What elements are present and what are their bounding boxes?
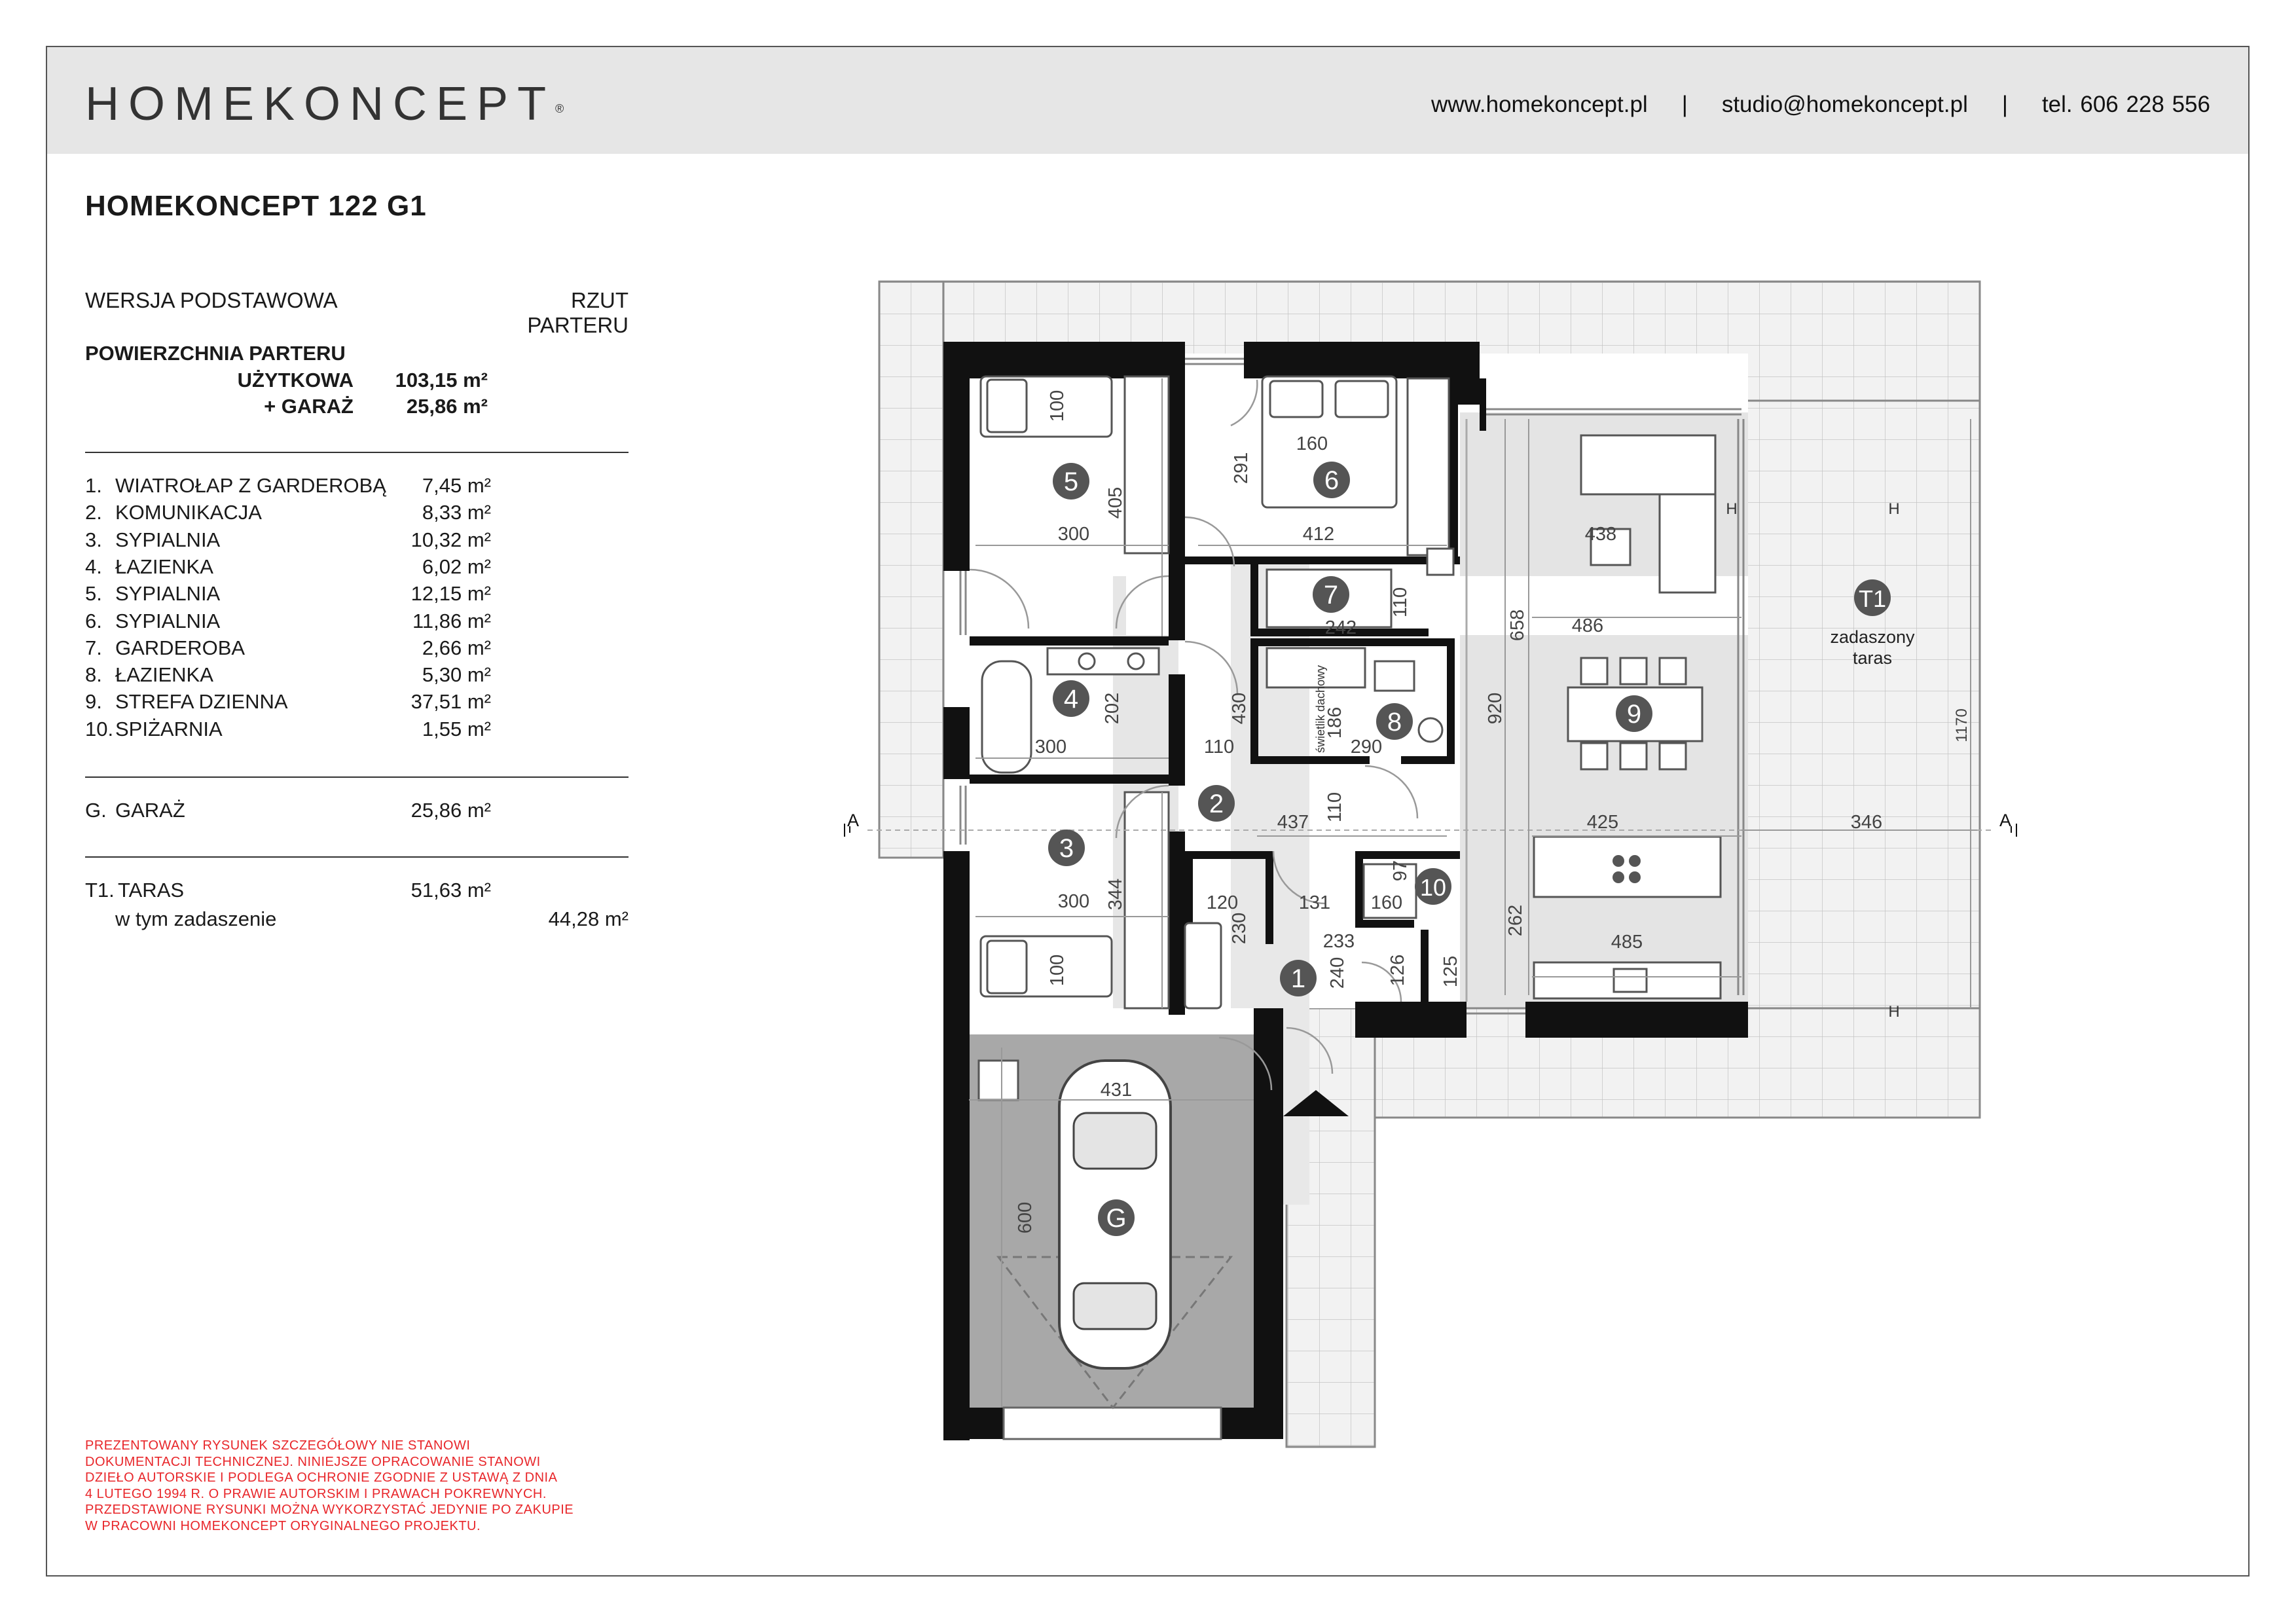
- dim: 100: [1047, 954, 1068, 987]
- room-area: 10,32 m²: [410, 528, 491, 551]
- phone-link[interactable]: tel. 606 228 556: [2041, 92, 2210, 117]
- dim: 230: [1229, 912, 1250, 945]
- garage-row: G. GARAŻ 25,86 m²: [85, 799, 491, 822]
- kitchen-island: [1534, 837, 1721, 897]
- dim: 437: [1277, 812, 1309, 833]
- dim: 425: [1586, 812, 1619, 833]
- dim: 233: [1322, 931, 1355, 952]
- svg-text:H: H: [1726, 500, 1738, 518]
- room-area: 12,15 m²: [410, 582, 491, 606]
- dim: 110: [1203, 737, 1235, 757]
- dim: 658: [1507, 609, 1528, 642]
- terrace-covered-row: w tym zadaszenie 44,28 m²: [115, 907, 629, 930]
- dim: 290: [1350, 737, 1383, 757]
- dim: 412: [1302, 524, 1335, 545]
- disclaimer-line: W PRACOWNI HOMEKONCEPT ORYGINALNEGO PROJEKTU.: [85, 1518, 481, 1533]
- room-area: 11,86 m²: [412, 609, 491, 632]
- dim: 100: [1047, 390, 1068, 422]
- room-marker-label: 9: [1626, 700, 1642, 729]
- room-name: GARDEROBA: [115, 636, 246, 659]
- room-area: 6,02 m²: [422, 555, 491, 578]
- plan-type-label: RZUT PARTERU: [527, 288, 629, 337]
- room-area: 7,45 m²: [422, 474, 491, 497]
- utility-sink: [979, 1061, 1018, 1100]
- svg-text:zadaszony: zadaszony: [1830, 627, 1915, 647]
- room-number: 6.: [85, 609, 102, 632]
- dim: 300: [1034, 737, 1067, 757]
- disclaimer-line: PRZEDSTAWIONE RYSUNKI MOŻNA WYKORZYSTAĆ JEDYNIE PO ZAKUPIE: [85, 1503, 574, 1517]
- dim: 405: [1105, 486, 1126, 519]
- disclaimer-line: PREZENTOWANY RYSUNEK SZCZEGÓŁOWY NIE STANOWI: [85, 1438, 471, 1453]
- room-marker-label: G: [1106, 1204, 1127, 1233]
- room-number: 10.: [85, 717, 114, 740]
- room-name: KOMUNIKACJA: [115, 501, 262, 524]
- version-label: WERSJA PODSTAWOWA: [85, 288, 338, 312]
- room-marker-label: 3: [1059, 834, 1074, 863]
- room-name: SYPIALNIA: [115, 609, 221, 632]
- dim: 300: [1057, 891, 1090, 912]
- room-area: 5,30 m²: [422, 663, 491, 687]
- usable-area-value: 103,15 m²: [395, 369, 488, 392]
- room-marker-label: 7: [1323, 581, 1339, 610]
- dim: 430: [1229, 692, 1250, 725]
- dim: 110: [1390, 587, 1411, 618]
- room-marker-label: 1: [1290, 964, 1306, 993]
- room-number: 5.: [85, 582, 102, 606]
- terrace-row: T1. TARAS 51,63 m²: [85, 879, 491, 902]
- dim: 125: [1440, 955, 1461, 988]
- dim: 485: [1611, 932, 1643, 953]
- room-marker-label: 6: [1324, 466, 1339, 495]
- room-name: SPIŻARNIA: [115, 717, 223, 740]
- garage-area-label: + GARAŻ: [264, 395, 354, 418]
- room-marker-label: 4: [1063, 685, 1079, 714]
- room-number: 2.: [85, 501, 102, 524]
- brand-logo[interactable]: HOMEKONCEPT®: [85, 78, 564, 130]
- boiler: [1427, 549, 1453, 575]
- room-number: 1.: [85, 474, 102, 497]
- disclaimer-line: 4 LUTEGO 1994 R. O PRAWIE AUTORSKIM I PRAWACH POKREWNYCH.: [85, 1486, 547, 1501]
- skylight-label: świetlik dachowy: [1314, 665, 1327, 753]
- room-name: ŁAZIENKA: [115, 663, 213, 687]
- sink-bath8: [1375, 661, 1414, 691]
- dim: 262: [1505, 904, 1526, 937]
- dim: 186: [1324, 706, 1345, 739]
- dim: 131: [1298, 892, 1331, 913]
- room-name: WIATROŁAP Z GARDEROBĄ: [115, 474, 386, 497]
- sofa-side: [1660, 494, 1715, 593]
- shower: [1185, 923, 1221, 1008]
- svg-text:A: A: [847, 811, 860, 830]
- email-link[interactable]: studio@homekoncept.pl: [1721, 92, 1968, 117]
- dim: 240: [1327, 957, 1348, 989]
- garage-area-value: 25,86 m²: [406, 395, 488, 418]
- sofa: [1581, 435, 1715, 494]
- room-marker-label: 2: [1209, 790, 1224, 818]
- dim: 1170: [1953, 708, 1971, 742]
- dim: 291: [1231, 452, 1252, 484]
- room-area: 2,66 m²: [422, 636, 491, 659]
- kitchen-sink: [1614, 969, 1647, 992]
- disclaimer-line: DOKUMENTACJI TECHNICZNEJ. NINIEJSZE OPRACOWANIE STANOWI: [85, 1454, 541, 1469]
- svg-text:H: H: [1888, 500, 1900, 518]
- dim: 202: [1102, 692, 1123, 725]
- room-area: 1,55 m²: [422, 717, 491, 740]
- room-area: 8,33 m²: [422, 501, 491, 524]
- garage-door: [1004, 1408, 1221, 1439]
- dim: 344: [1105, 878, 1126, 911]
- dim: 600: [1015, 1201, 1036, 1234]
- room-name: SYPIALNIA: [115, 582, 221, 606]
- svg-text:A: A: [1999, 811, 2012, 830]
- dim: 431: [1100, 1080, 1133, 1101]
- separator: |: [2001, 92, 2008, 117]
- room-marker-label: 8: [1387, 708, 1402, 737]
- room-name: STREFA DZIENNA: [115, 690, 288, 714]
- usable-area-label: UŻYTKOWA: [237, 369, 354, 392]
- room-area: 37,51 m²: [410, 690, 491, 714]
- room-number: 3.: [85, 528, 102, 551]
- project-title: HOMEKONCEPT 122 G1: [85, 190, 427, 222]
- room-number: 9.: [85, 690, 102, 714]
- dim: 110: [1324, 792, 1345, 823]
- room-number: 8.: [85, 663, 102, 687]
- area-heading: POWIERZCHNIA PARTERU: [85, 342, 346, 365]
- dim: 126: [1387, 954, 1408, 987]
- room-marker-label: 10: [1419, 874, 1447, 901]
- room-marker-label: T1: [1858, 585, 1887, 612]
- wardrobe-room6: [1408, 378, 1449, 555]
- svg-text:H: H: [1888, 1003, 1900, 1021]
- dim: 120: [1206, 892, 1239, 913]
- website-link[interactable]: www.homekoncept.pl: [1430, 92, 1648, 117]
- dim: 486: [1571, 615, 1604, 636]
- dim: 346: [1850, 812, 1883, 833]
- svg-text:taras: taras: [1852, 648, 1893, 668]
- dim: 438: [1584, 524, 1617, 545]
- disclaimer-line: DZIEŁO AUTORSKIE I PODLEGA OCHRONIE ZGODNIE Z USTAWĄ Z DNIA: [85, 1470, 558, 1485]
- room-number: 4.: [85, 555, 102, 578]
- room-name: ŁAZIENKA: [115, 555, 213, 578]
- dim: 160: [1296, 433, 1328, 454]
- dim: 160: [1370, 892, 1403, 913]
- dim: 97: [1390, 860, 1411, 882]
- room-marker-label: 5: [1063, 467, 1079, 496]
- dim: 242: [1324, 617, 1357, 638]
- room-name: SYPIALNIA: [115, 528, 221, 551]
- dim: 920: [1485, 692, 1506, 725]
- dim: 300: [1057, 524, 1090, 545]
- bathtub: [982, 661, 1031, 773]
- room-number: 7.: [85, 636, 102, 659]
- separator: |: [1681, 92, 1688, 117]
